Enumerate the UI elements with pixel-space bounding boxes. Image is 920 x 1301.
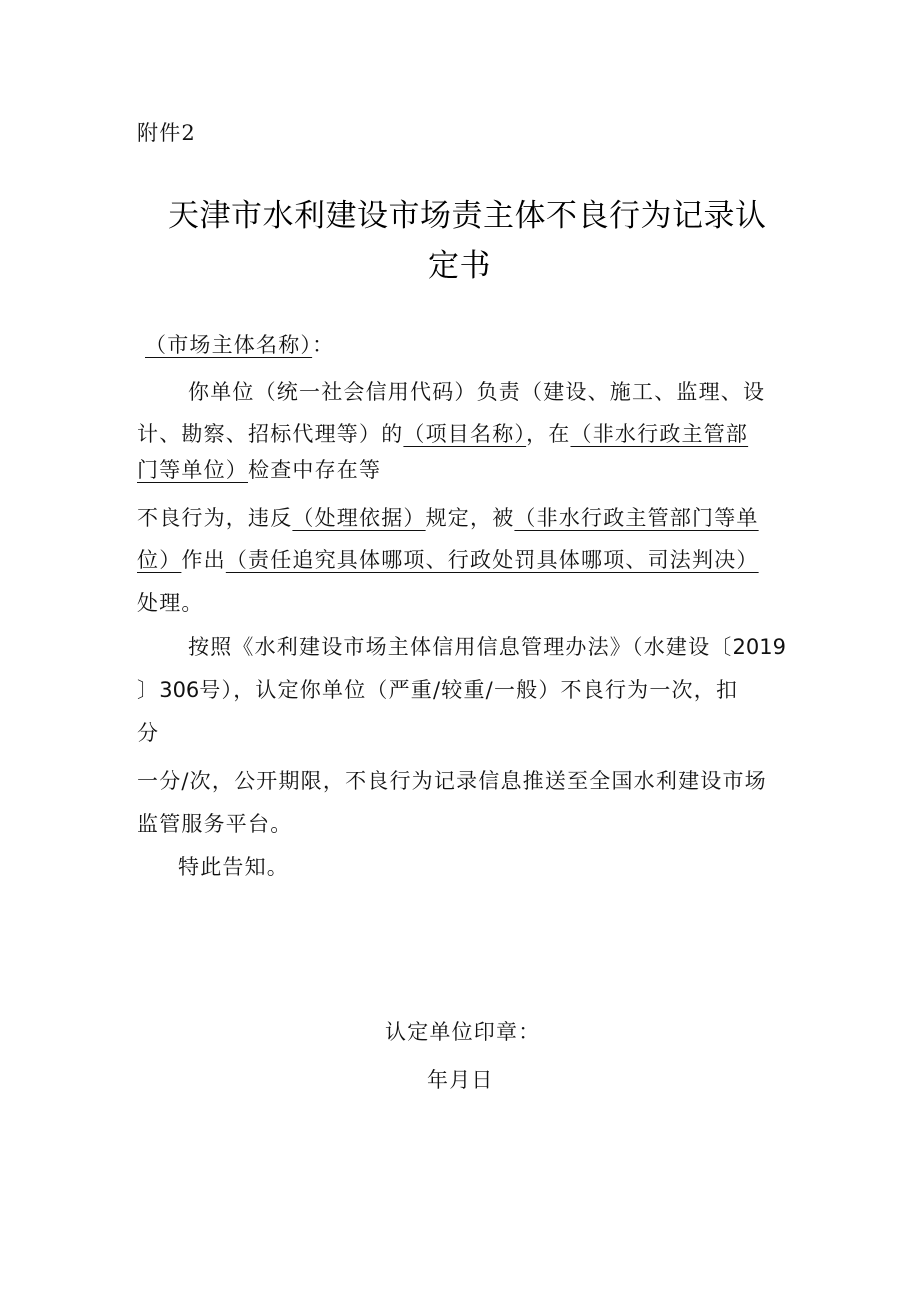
title-line-2: 定书 <box>428 248 491 284</box>
penalty-detail-blank: （责任追究具体哪项、行政处罚具体哪项、司法判决） <box>225 548 759 572</box>
closing-line: 特此告知。 <box>178 855 289 879</box>
document-year: 2019 <box>732 635 786 659</box>
p2-line-4: 一分/次，公开期限，不良行为记录信息推送至全国水利建设市场 <box>137 769 767 793</box>
inspecting-unit-blank-cont: 门等单位） <box>137 458 248 482</box>
date-label: 年月日 <box>427 1068 494 1092</box>
title-line-1: 天津市水利建设市场责主体不良行为记录认 <box>168 198 767 234</box>
p1-line-4: 不良行为，违反（处理依据）规定，被（非水行政主管部门等单 <box>137 506 759 530</box>
p1-line-6: 处理。 <box>137 591 204 615</box>
penalizing-unit-blank: （非水行政主管部门等单 <box>514 506 759 530</box>
seal-label: 认定单位印章： <box>385 1020 541 1044</box>
attachment-label: 附件2 <box>137 121 196 145</box>
p1-line-1: 你单位（统一社会信用代码）负责（建设、施工、监理、设 <box>188 380 766 404</box>
inspecting-unit-blank: （非水行政主管部 <box>570 422 749 446</box>
penalizing-unit-blank-cont: 位） <box>137 548 182 572</box>
project-name-blank: （项目名称） <box>403 422 527 446</box>
addressee-name: （市场主体名称） <box>145 333 313 357</box>
addressee-colon: ： <box>312 333 335 357</box>
p1-line-3: 门等单位）检查中存在等 <box>137 458 382 482</box>
addressee-line <box>137 330 334 360</box>
document-number: 306 <box>159 678 200 702</box>
p2-line-5: 监管服务平台。 <box>137 812 293 836</box>
p2-line-1: 按照《水利建设市场主体信用信息管理办法》（水建设〔2019 <box>188 635 786 659</box>
p1-line-5: 位）作出（责任追究具体哪项、行政处罚具体哪项、司法判决） <box>137 548 759 572</box>
legal-basis-blank: （处理依据） <box>292 506 426 530</box>
p1-line-2: 计、勘察、招标代理等）的（项目名称），在（非水行政主管部 <box>137 422 749 446</box>
p2-line-2: 〕306号），认定你单位（严重/较重/一般）不良行为一次，扣 <box>137 678 739 702</box>
p2-line-3: 分 <box>137 721 160 745</box>
